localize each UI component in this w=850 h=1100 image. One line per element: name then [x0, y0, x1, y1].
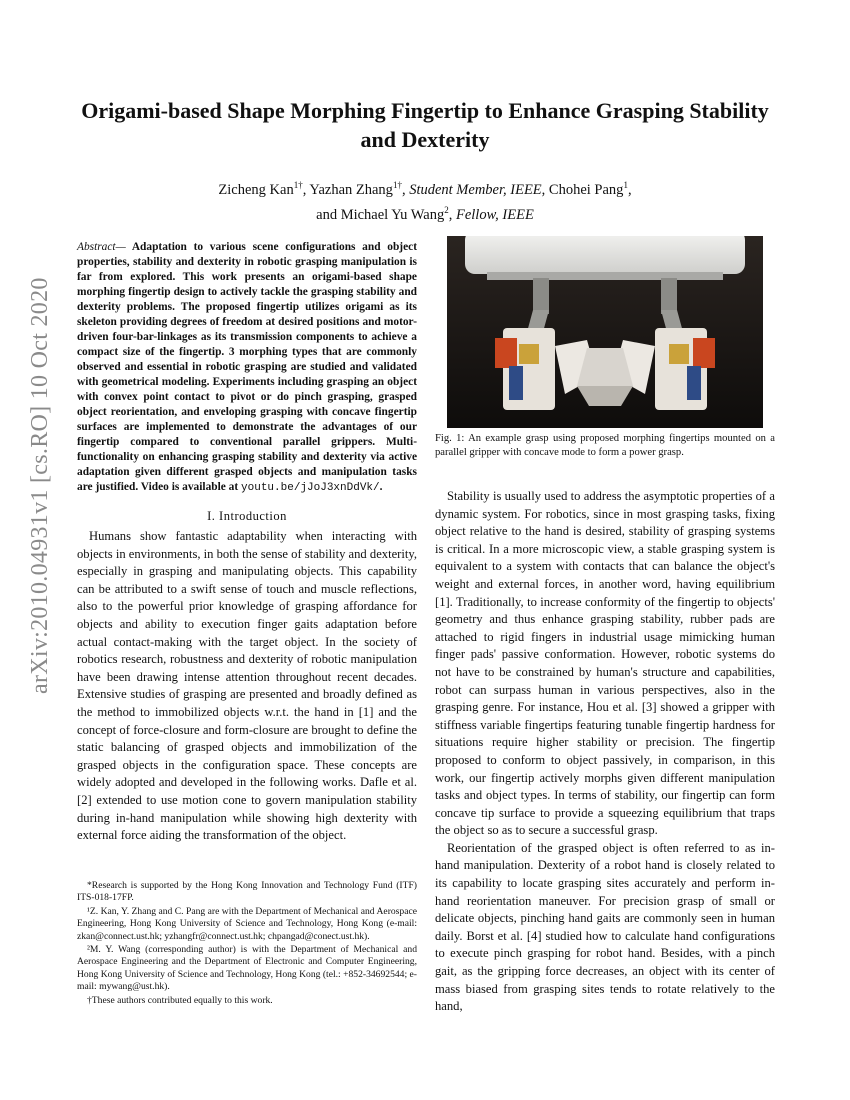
separator: , — [627, 181, 632, 198]
arxiv-identifier: arXiv:2010.04931v1 [cs.RO] 10 Oct 2020 — [27, 277, 53, 694]
gripper-photo-illustration — [447, 236, 763, 428]
membership-grade: Student Member, IEEE — [409, 181, 542, 198]
footnote-funding: *Research is supported by the Hong Kong Innovation and Technology Fund (ITF) ITS-018-17FP. — [77, 880, 417, 904]
abstract-end: . — [379, 481, 383, 493]
footnotes — [77, 880, 417, 1008]
author-name: , Chohei Pang — [541, 181, 624, 198]
left-column — [77, 240, 417, 845]
abstract — [77, 240, 417, 496]
paper-title: Origami-based Shape Morphing Fingertip to Enhance Grasping Stability and Dexterity — [81, 98, 769, 152]
author-line-1 — [100, 175, 750, 200]
affiliation-mark: 2 — [444, 204, 449, 215]
abstract-body: Adaptation to various scene configurations and object properties, stability and dexterity in robotic grasping manipulation is far from explored. This work presents an origami-based shape morphing fingertip design to actively tackle the grasping stability and dexterity problems. The proposed fingertip utilizes origami as its skeleton providing degrees of freedom at desired positions and motor-driven four-bar-linkages as its transmission components to achieve a compact size of the fingertip. 3 morphing types that are commonly observed and essential in robotic grasping are studied and validated with geometrical modeling. Experiments including grasping an object with convex point contact to pivot or do pinch grasping, grasped object reorientation, and enveloping grasping with concave fingertip surfaces are implemented to demonstrate the advantages of our fingertip compared to conventional parallel grippers. Multi-functionality on enhancing grasping stability and dexterity via active adaptation given different grasped objects and manipulation tasks are justified. Video is available at — [77, 241, 417, 493]
footnote-affiliation-2: ²M. Y. Wang (corresponding author) is with the Department of Mechanical and Aerospace Engineering and the Department of Electronic and Computer Engineering, Hong Kong University of Science and Technology, Hong Kong (tel.: +852-34692544; e-mail: mywang@ust.hk). — [77, 944, 417, 993]
stability-paragraph: Stability is usually used to address the asymptotic properties of a dynamic system. For robotics, since in most grasping tasks, fixing object relative to the hand is desired, stability of grasping systems is critical. In a more microscopic view, a stable grasping system is equivalent to a system with contacts that can balance the object's weight and external forces, in another word, having equilibrium [1]. Traditionally, to increase conformity of the fingertip to objects' geometry and thus enhance grasping stability, rubber pads are attached to rigid fingers in industrial usage mimicking human finger pads' passive conformation. However, robotic systems do not have to be constrained by human's structure and capabilities, robot can surpass human in various perspectives, also in the grasping genre. For instance, Hou et al. [3] showed a gripper with stiffness variable fingertips featuring tunable fingertip hardness for situations require higher stability or precision. The fingertip proposed to conform to object passively, in comparison, in this work, our fingertip actively morphs given different manipulation tasks and object types. In terms of stability, our fingertip can form concave tip surface to provide a squeezing equilibrium that traps the object so as to secure a successful grasp. — [435, 489, 775, 838]
author-name: and Michael Yu Wang — [316, 206, 445, 223]
right-column — [435, 488, 775, 1016]
video-link[interactable]: youtu.be/jJoJ3xnDdVk/ — [241, 482, 380, 494]
author-name: Zicheng Kan — [218, 181, 294, 198]
author-line-2 — [100, 200, 750, 225]
figure-1-photo — [447, 236, 763, 428]
footnote-equal-contribution: †These authors contributed equally to this work. — [87, 994, 273, 1006]
abstract-lead: Abstract— — [77, 241, 126, 253]
membership-grade: Fellow, IEEE — [455, 206, 534, 223]
affiliation-mark: 1† — [293, 180, 303, 190]
figure-1-caption: Fig. 1: An example grasp using proposed morphing fingertips mounted on a parallel gripper with concave mode to form a power grasp. — [435, 433, 775, 458]
separator: , — [448, 206, 456, 223]
introduction-paragraph: Humans show fantastic adaptability when interacting with objects in environments, in both the sense of stability and dexterity, especially in grasping and manipulating objects. This capability can be attributed to a swift sense of touch and muscle reflections, also to the powerful prior knowledge of grasping affordance for objects and ability to execution finger gaits adaptation before actual contact-making with the target object. In the society of robotics research, robustness and dexterity of robotic manipulation have been drawing intense attention throughout recent decades. Extensive studies of grasping are presented and broadly defined as the method to immobilized objects w.r.t. the hand in [1] and the concept of force-closure and form-closure are brought to define the static balancing of grasped objects and immobilization of the grasped objects in the configuration space. These concepts are widely adopted and developed in the following works. Dafle et al. [2] extended to use motion cone to govern manipulation stability during in-hand manipulation while showing high dexterity with external force aiding the transformation of the object. — [77, 529, 417, 843]
author-name: , Yazhan Zhang — [302, 181, 393, 198]
section-heading-introduction: I. Introduction — [207, 509, 287, 523]
affiliation-mark: 1† — [392, 180, 402, 190]
reorientation-paragraph: Reorientation of the grasped object is often referred to as in-hand manipulation. Dexterity of a robot hand is closely related to its capability to locate grasping sites accurately and perform in-hand reorientation maneuver. For precision grasp of small or delicate objects, pinching hand gaits are commonly seen in human daily. Borst et al. [4] studied how to calculate hand configurations to execute pinch grasping for robot hand. Besides, with a pinch gait, as the gripping force decreases, an object with its center of mass biased from grasping sites tends to rotate relatively to the hand, — [435, 840, 775, 1014]
footnote-affiliation-1: ¹Z. Kan, Y. Zhang and C. Pang are with the Department of Mechanical and Aerospace Engineering, Hong Kong University of Science and Technology, Hong Kong (e-mail: zkan@connect.ust.hk; yzhangfr@connect.ust.hk; chpangad@conect.ust.hk). — [77, 905, 417, 942]
separator: , — [401, 181, 410, 198]
author-list — [100, 175, 750, 225]
affiliation-mark: 1 — [623, 180, 628, 190]
